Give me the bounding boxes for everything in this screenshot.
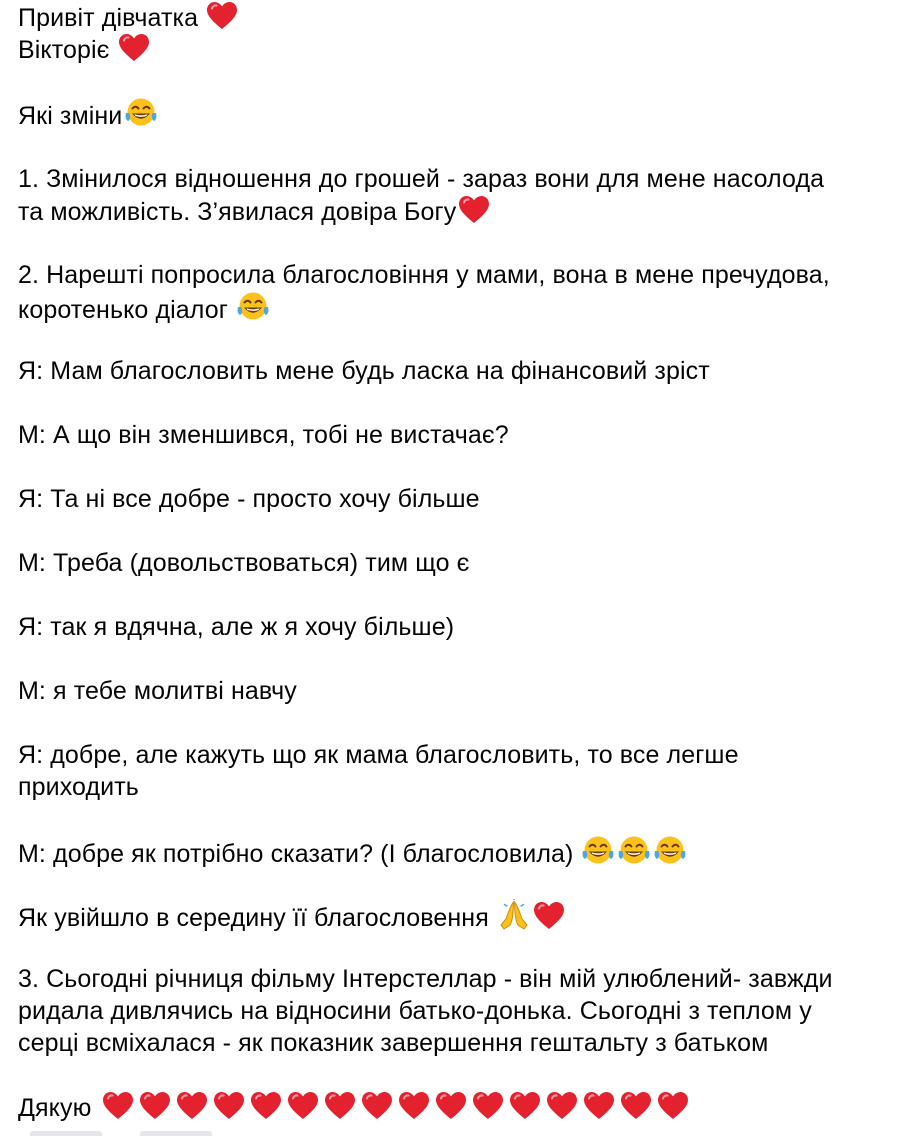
dialog-line-4 <box>18 547 470 579</box>
dialog-line-7b <box>18 771 139 803</box>
red-heart-icon <box>533 901 565 931</box>
red-heart-icon <box>102 1091 134 1121</box>
red-heart-icon <box>206 1 238 31</box>
point1-text-2: та можливість. З’явилася довіра Богу <box>18 198 457 226</box>
point2-text-2: коротенько діалог <box>18 296 228 324</box>
red-heart-icon <box>509 1091 541 1121</box>
red-heart-icon <box>657 1091 689 1121</box>
tears-of-joy-icon <box>653 835 687 867</box>
point2-line1 <box>18 259 830 291</box>
reaction-bar-edge <box>30 1131 230 1136</box>
thanks-text: Дякую <box>18 1094 92 1122</box>
point1-line2 <box>18 195 490 228</box>
dialog-text-6: М: я тебе молитві навчу <box>18 677 297 705</box>
changes-heading-line <box>18 97 158 132</box>
name-text: Вікторіє <box>18 36 110 64</box>
dialog-text-7a: Я: добре, але кажуть що як мама благословить, то все легше <box>18 741 739 769</box>
point1-text-1: 1. Змінилося відношення до грошей - зараз вони для мене насолода <box>18 165 825 193</box>
dialog-text-7b: приходить <box>18 773 139 801</box>
tears-of-joy-icon <box>581 835 615 867</box>
point2-text-1: 2. Нарешті попросила благословіння у мами, вона в мене пречудова, <box>18 261 830 289</box>
red-heart-icon <box>176 1091 208 1121</box>
point3-line3 <box>18 1027 768 1059</box>
point3-text-2: ридала дивлячись на відносини батько-донька. Сьогодні з теплом у <box>18 997 812 1025</box>
point3-text-1: 3. Сьогодні річниця фільму Інтерстеллар - він мій улюблений- завжди <box>18 965 833 993</box>
dialog-text-4: М: Треба (довольствоваться) тим що є <box>18 549 470 577</box>
name-line <box>18 33 150 66</box>
dialog-text-3: Я: Та ні все добре - просто хочу більше <box>18 485 480 513</box>
red-heart-icon <box>546 1091 578 1121</box>
dialog-line-2 <box>18 419 509 451</box>
red-heart-icon <box>213 1091 245 1121</box>
point2-line2 <box>18 291 270 326</box>
point1-line1 <box>18 163 824 195</box>
tears-of-joy-icon <box>236 291 270 323</box>
point3-line1 <box>18 963 833 995</box>
dialog-line-6 <box>18 675 297 707</box>
blessing-line <box>18 899 565 934</box>
tears-of-joy-icon <box>124 97 158 129</box>
dialog-text-8: М: добре як потрібно сказати? (І благословила) <box>18 840 574 868</box>
point3-line2 <box>18 995 812 1027</box>
thanks-line <box>18 1091 689 1124</box>
dialog-line-3 <box>18 483 480 515</box>
dialog-line-5 <box>18 611 454 643</box>
point3-text-3: серці всміхалася - як показник завершення гештальту з батьком <box>18 1029 769 1057</box>
blessing-text: Як увійшло в середину її благословення <box>18 904 489 932</box>
folded-hands-icon <box>497 899 531 931</box>
dialog-text-1: Я: Мам благословить мене будь ласка на фінансовий зріст <box>18 357 710 385</box>
greeting-line <box>18 1 238 34</box>
dialog-line-7a <box>18 739 739 771</box>
red-heart-icon <box>287 1091 319 1121</box>
red-heart-icon <box>435 1091 467 1121</box>
red-heart-icon <box>620 1091 652 1121</box>
changes-heading-text: Які зміни <box>18 102 123 130</box>
red-heart-icon <box>583 1091 615 1121</box>
red-heart-icon <box>458 195 490 225</box>
dialog-line-8 <box>18 835 687 870</box>
red-heart-icon <box>361 1091 393 1121</box>
red-heart-icon <box>324 1091 356 1121</box>
dialog-text-5: Я: так я вдячна, але ж я хочу більше) <box>18 613 455 641</box>
red-heart-icon <box>472 1091 504 1121</box>
red-heart-icon <box>118 33 150 63</box>
dialog-text-2: М: А що він зменшився, тобі не вистачає? <box>18 421 509 449</box>
red-heart-icon <box>398 1091 430 1121</box>
tears-of-joy-icon <box>617 835 651 867</box>
comment-button-edge[interactable] <box>140 1131 212 1136</box>
red-heart-icon <box>139 1091 171 1121</box>
thanks-hearts <box>97 1094 689 1122</box>
red-heart-icon <box>250 1091 282 1121</box>
greeting-text: Привіт дівчатка <box>18 4 199 32</box>
dialog-line-1 <box>18 355 710 387</box>
reaction-button-edge[interactable] <box>30 1131 102 1136</box>
